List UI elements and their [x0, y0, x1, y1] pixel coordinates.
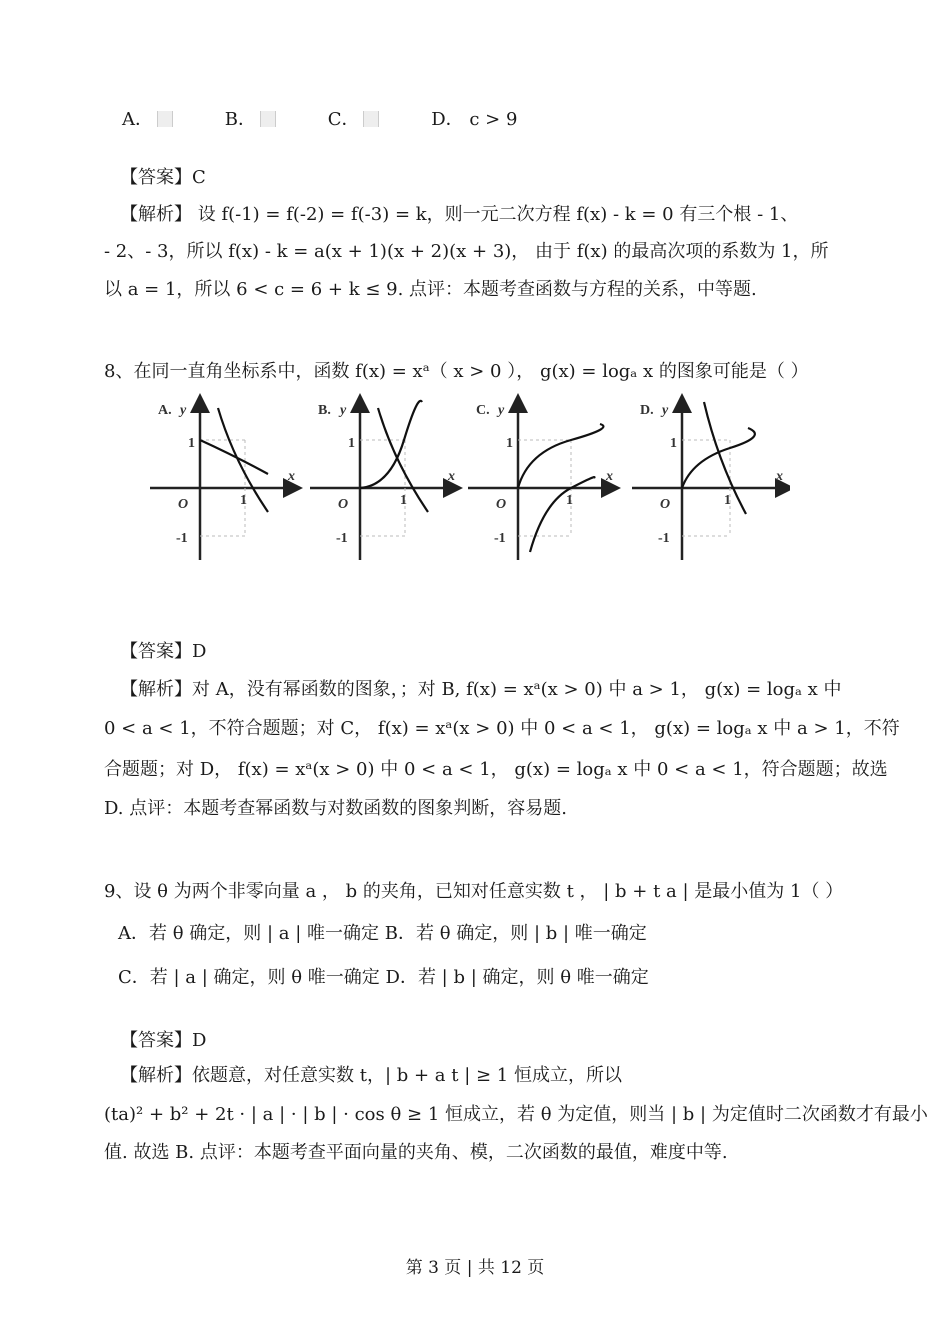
- graph-b-origin: O: [338, 497, 349, 512]
- graph-a-label: A.: [158, 403, 172, 418]
- graph-d-one-y: 1: [670, 436, 677, 451]
- graph-c-y-label: y: [498, 403, 505, 418]
- blurred-formula-c: [363, 111, 379, 127]
- graph-d-y-label: y: [662, 403, 669, 418]
- graph-c-origin: O: [496, 497, 507, 512]
- q7-choice-d: D． c > 9: [431, 109, 518, 130]
- graph-a-one-y: 1: [188, 436, 195, 451]
- q7-analysis-line-1: 【解析】 设 f(-1) = f(-2) = f(-3) = k，则一元二次方程 f(x) - k = 0 有三个根 - 1、: [120, 204, 799, 225]
- graph-d-one-x: 1: [724, 493, 731, 508]
- q9-stem: 9、设 θ 为两个非零向量 a ， b 的夹角，已知对任意实数 t ， | b + t a | 是最小值为 1（ ）: [104, 881, 844, 902]
- blurred-formula-b: [260, 111, 276, 127]
- graph-b-one-y: 1: [348, 436, 355, 451]
- graph-a: [150, 398, 298, 560]
- graph-b-x-label: x: [448, 469, 455, 484]
- graph-a-x-label: x: [288, 469, 295, 484]
- graph-b: [310, 398, 458, 560]
- q7-choice-c: C．: [327, 109, 360, 130]
- q9-analysis-line-2: (ta)² + b² + 2t · | a | · | b | · cos θ ≥ 1 恒成立，若 θ 为定值，则当 | b | 为定值时二次函数才有最小: [104, 1104, 928, 1125]
- graph-d-neg-one: -1: [658, 531, 670, 546]
- graph-c-one-x: 1: [566, 493, 573, 508]
- q8-graph-options: [150, 392, 790, 564]
- graph-b-one-x: 1: [400, 493, 407, 508]
- q8-answer: 【答案】D: [120, 641, 207, 662]
- graph-a-neg-one: -1: [176, 531, 188, 546]
- graph-d: [632, 398, 790, 560]
- graph-a-origin: O: [178, 497, 189, 512]
- q7-choice-b: B．: [224, 109, 256, 130]
- q8-graphs-svg: [150, 392, 790, 564]
- graph-d-origin: O: [660, 497, 671, 512]
- graph-b-label: B.: [318, 403, 331, 418]
- graph-c-x-label: x: [606, 469, 613, 484]
- q9-analysis-line-3: 值. 故选 B. 点评：本题考查平面向量的夹角、模，二次函数的最值，难度中等.: [104, 1142, 728, 1163]
- q7-choices: [122, 108, 517, 132]
- graph-c-label: C.: [476, 403, 490, 418]
- q7-analysis-line-2: - 2、- 3，所以 f(x) - k = a(x + 1)(x + 2)(x + 3)， 由于 f(x) 的最高次项的系数为 1，所: [104, 241, 829, 262]
- graph-a-y-label: y: [180, 403, 187, 418]
- q9-options-line-2: C．若 | a | 确定，则 θ 唯一确定 D．若 | b | 确定，则 θ 唯一确定: [118, 967, 649, 988]
- blurred-formula-a: [157, 111, 173, 127]
- graph-d-x-label: x: [776, 469, 783, 484]
- q8-analysis-line-4: D. 点评：本题考查幂函数与对数函数的图象判断，容易题.: [104, 798, 567, 819]
- graph-c: [468, 398, 616, 560]
- q9-answer: 【答案】D: [120, 1030, 207, 1051]
- q7-analysis-line-3: 以 a = 1，所以 6 < c = 6 + k ≤ 9. 点评：本题考查函数与方程的关系，中等题.: [104, 279, 757, 300]
- q8-analysis-line-2: 0 < a < 1，不符合题题；对 C， f(x) = xᵃ(x > 0) 中 0 < a < 1， g(x) = logₐ x 中 a > 1，不符: [104, 718, 900, 739]
- graph-b-neg-one: -1: [336, 531, 348, 546]
- graph-b-y-label: y: [340, 403, 347, 418]
- graph-a-one-x: 1: [240, 493, 247, 508]
- q8-analysis-line-1: 【解析】对 A，没有幂函数的图象，；对 B, f(x) = xᵃ(x > 0) 中 a > 1， g(x) = logₐ x 中: [120, 679, 842, 700]
- graph-c-neg-one: -1: [494, 531, 506, 546]
- q8-analysis-line-3: 合题题；对 D， f(x) = xᵃ(x > 0) 中 0 < a < 1， g(x) = logₐ x 中 0 < a < 1，符合题题；故选: [104, 759, 888, 780]
- page-footer: 第 3 页 | 共 12 页: [405, 1258, 545, 1278]
- q7-choice-a: A．: [122, 109, 153, 130]
- q8-stem: 8、在同一直角坐标系中，函数 f(x) = xᵃ（ x > 0 ）， g(x) = logₐ x 的图象可能是（ ）: [104, 361, 809, 382]
- q9-analysis-line-1: 【解析】依题意，对任意实数 t，| b + a t | ≥ 1 恒成立，所以: [120, 1065, 622, 1086]
- q7-answer: 【答案】C: [120, 167, 206, 188]
- q9-options-line-1: A．若 θ 确定，则 | a | 唯一确定 B．若 θ 确定，则 | b | 唯一确定: [118, 923, 647, 944]
- graph-c-one-y: 1: [506, 436, 513, 451]
- graph-d-label: D.: [640, 403, 654, 418]
